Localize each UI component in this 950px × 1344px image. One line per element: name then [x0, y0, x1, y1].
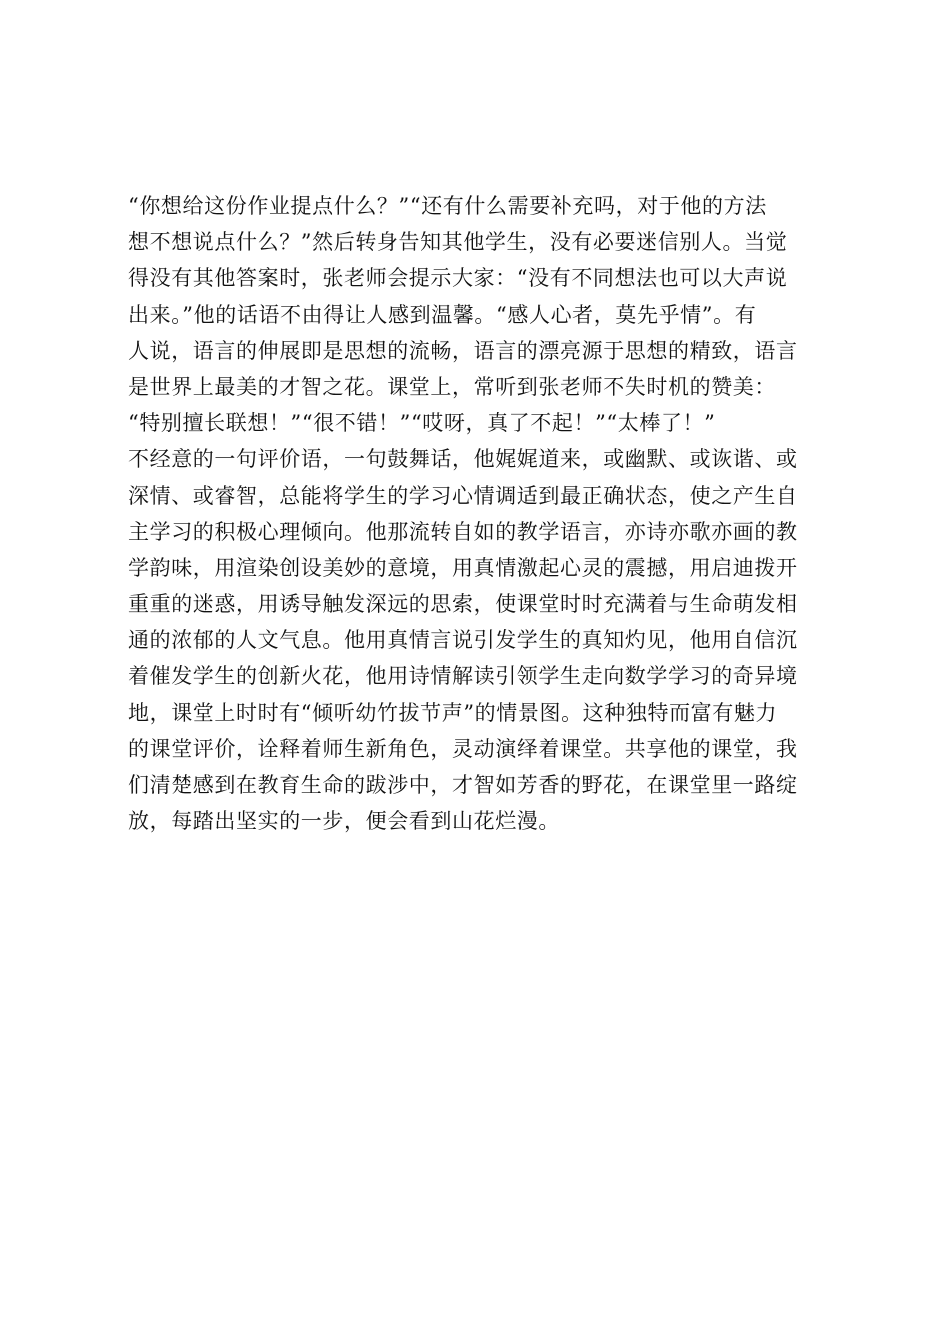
text-line: 人说，语言的伸展即是思想的流畅，语言的漂亮源于思想的精致，语言: [128, 338, 798, 363]
text-line: 深情、或睿智，总能将学生的学习心情调适到最正确状态，使之产生自: [128, 483, 798, 508]
text-line: 主学习的积极心理倾向。他那流转自如的教学语言，亦诗亦歌亦画的教: [128, 519, 798, 544]
text-line: 通的浓郁的人文气息。他用真情言说引发学生的真知灼见，他用自信沉: [128, 628, 798, 653]
text-line: 学韵味，用渲染创设美妙的意境，用真情激起心灵的震撼，用启迪拨开: [128, 555, 798, 580]
text-line: 得没有其他答案时，张老师会提示大家：“没有不同想法也可以大声说: [128, 266, 788, 291]
text-line: 重重的迷惑，用诱导触发深远的思索，使课堂时时充满着与生命萌发相: [128, 592, 798, 617]
text-line: 想不想说点什么？”然后转身告知其他学生，没有必要迷信别人。当觉: [128, 230, 788, 255]
text-line: 地，课堂上时时有“倾听幼竹拔节声”的情景图。这种独特而富有魅力: [128, 700, 778, 725]
text-line: 们清楚感到在教育生命的跋涉中，才智如芳香的野花，在课堂里一路绽: [128, 773, 798, 797]
text-line: 着催发学生的创新火花，他用诗情解读引领学生走向数学学习的奇异境: [128, 664, 798, 689]
body-paragraph: [128, 188, 848, 839]
text-line: 放，每踏出坚实的一步，便会看到山花烂漫。: [128, 809, 560, 834]
text-line: 是世界上最美的才智之花。课堂上，常听到张老师不失时机的赞美：: [128, 374, 776, 399]
text-line: “你想给这份作业提点什么？”“还有什么需要补充吗，对于他的方法: [128, 194, 767, 218]
text-line: 不经意的一句评价语，一句鼓舞话，他娓娓道来，或幽默、或诙谐、或: [128, 447, 798, 472]
text-line: 出来。”他的话语不由得让人感到温馨。“感人心者，莫先乎情”。有: [128, 302, 757, 327]
text-line: “特别擅长联想！”“很不错！”“哎呀，真了不起！”“太棒了！”: [128, 411, 716, 436]
text-line: 的课堂评价，诠释着师生新角色，灵动演绎着课堂。共享他的课堂，我: [128, 736, 798, 761]
